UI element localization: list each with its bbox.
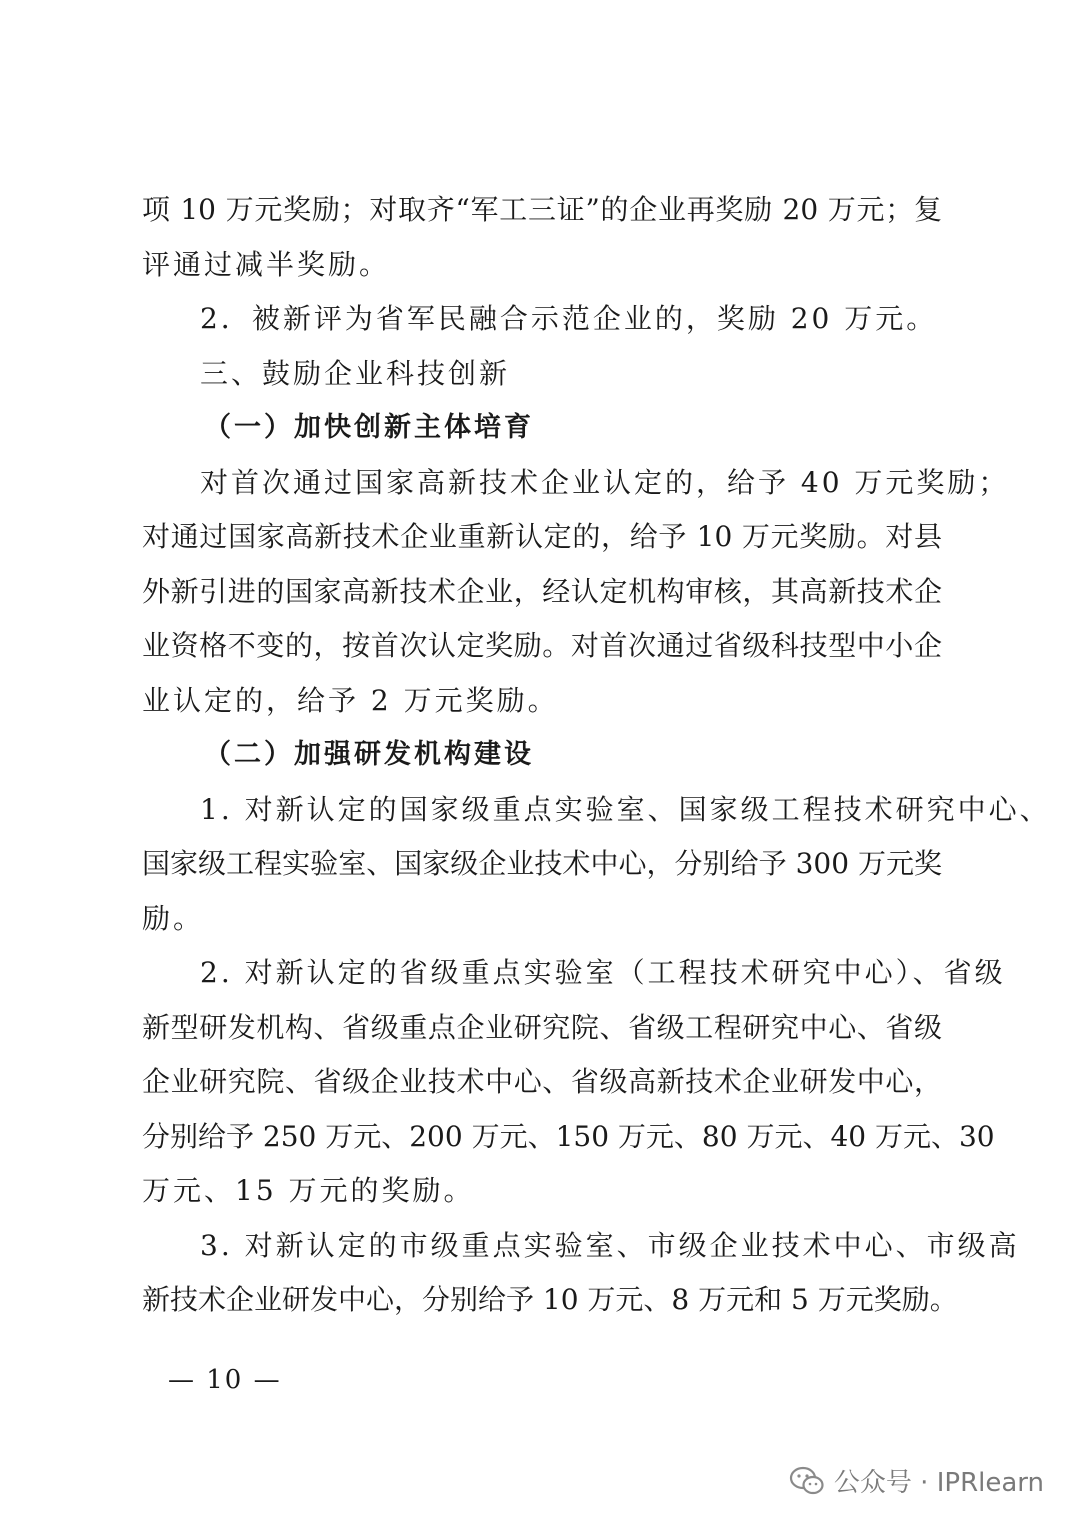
text-line: 国家级工程实验室、国家级企业技术中心，分别给予 300 万元奖 [142,847,942,880]
subsection-heading: （二）加强研发机构建设 [204,739,534,770]
text-line: 1. 对新认定的国家级重点实验室、国家级工程技术研究中心、 [200,792,1051,826]
watermark-text: 公众号 · IPRlearn [833,1468,1044,1498]
text-line: 对首次通过国家高新技术企业认定的，给予 40 万元奖励； [200,465,1010,499]
text-line: 项 10 万元奖励；对取齐“军工三证”的企业再奖励 20 万元；复 [142,193,942,226]
section-heading: 三、鼓励企业科技创新 [200,356,511,390]
text-line: 2．被新评为省军民融合示范企业的，奖励 20 万元。 [200,302,938,335]
text-line: 对通过国家高新技术企业重新认定的，给予 10 万元奖励。对县 [142,520,942,553]
text-line: 新型研发机构、省级重点企业研究院、省级工程研究中心、省级 [142,1010,942,1044]
text-line: 业资格不变的，按首次认定奖励。对首次通过省级科技型中小企 [142,629,942,662]
text-line: 外新引进的国家高新技术企业，经认定机构审核，其高新技术企 [142,574,942,608]
text-line: 万元、15 万元的奖励。 [142,1174,475,1207]
text-line: 评通过减半奖励。 [142,247,391,281]
text-line: 新技术企业研发中心，分别给予 10 万元、8 万元和 5 万元奖励。 [142,1283,958,1316]
text-line: 励。 [142,901,205,935]
document-body [142,183,1051,1328]
watermark [790,1462,1044,1499]
text-line: 企业研究院、省级企业技术中心、省级高新技术企业研发中心， [142,1065,942,1098]
subsection-heading: （一）加快创新主体培育 [204,412,534,443]
text-line: 分别给予 250 万元、200 万元、150 万元、80 万元、40 万元、30 [142,1119,995,1153]
text-line: 3. 对新认定的市级重点实验室、市级企业技术中心、市级高 [200,1228,1020,1262]
wechat-icon [790,1466,824,1496]
text-line: 2. 对新认定的省级重点实验室（工程技术研究中心）、省级 [200,956,1006,989]
page-number: — 10 — [168,1365,282,1395]
text-line: 业认定的，给予 2 万元奖励。 [142,683,559,717]
